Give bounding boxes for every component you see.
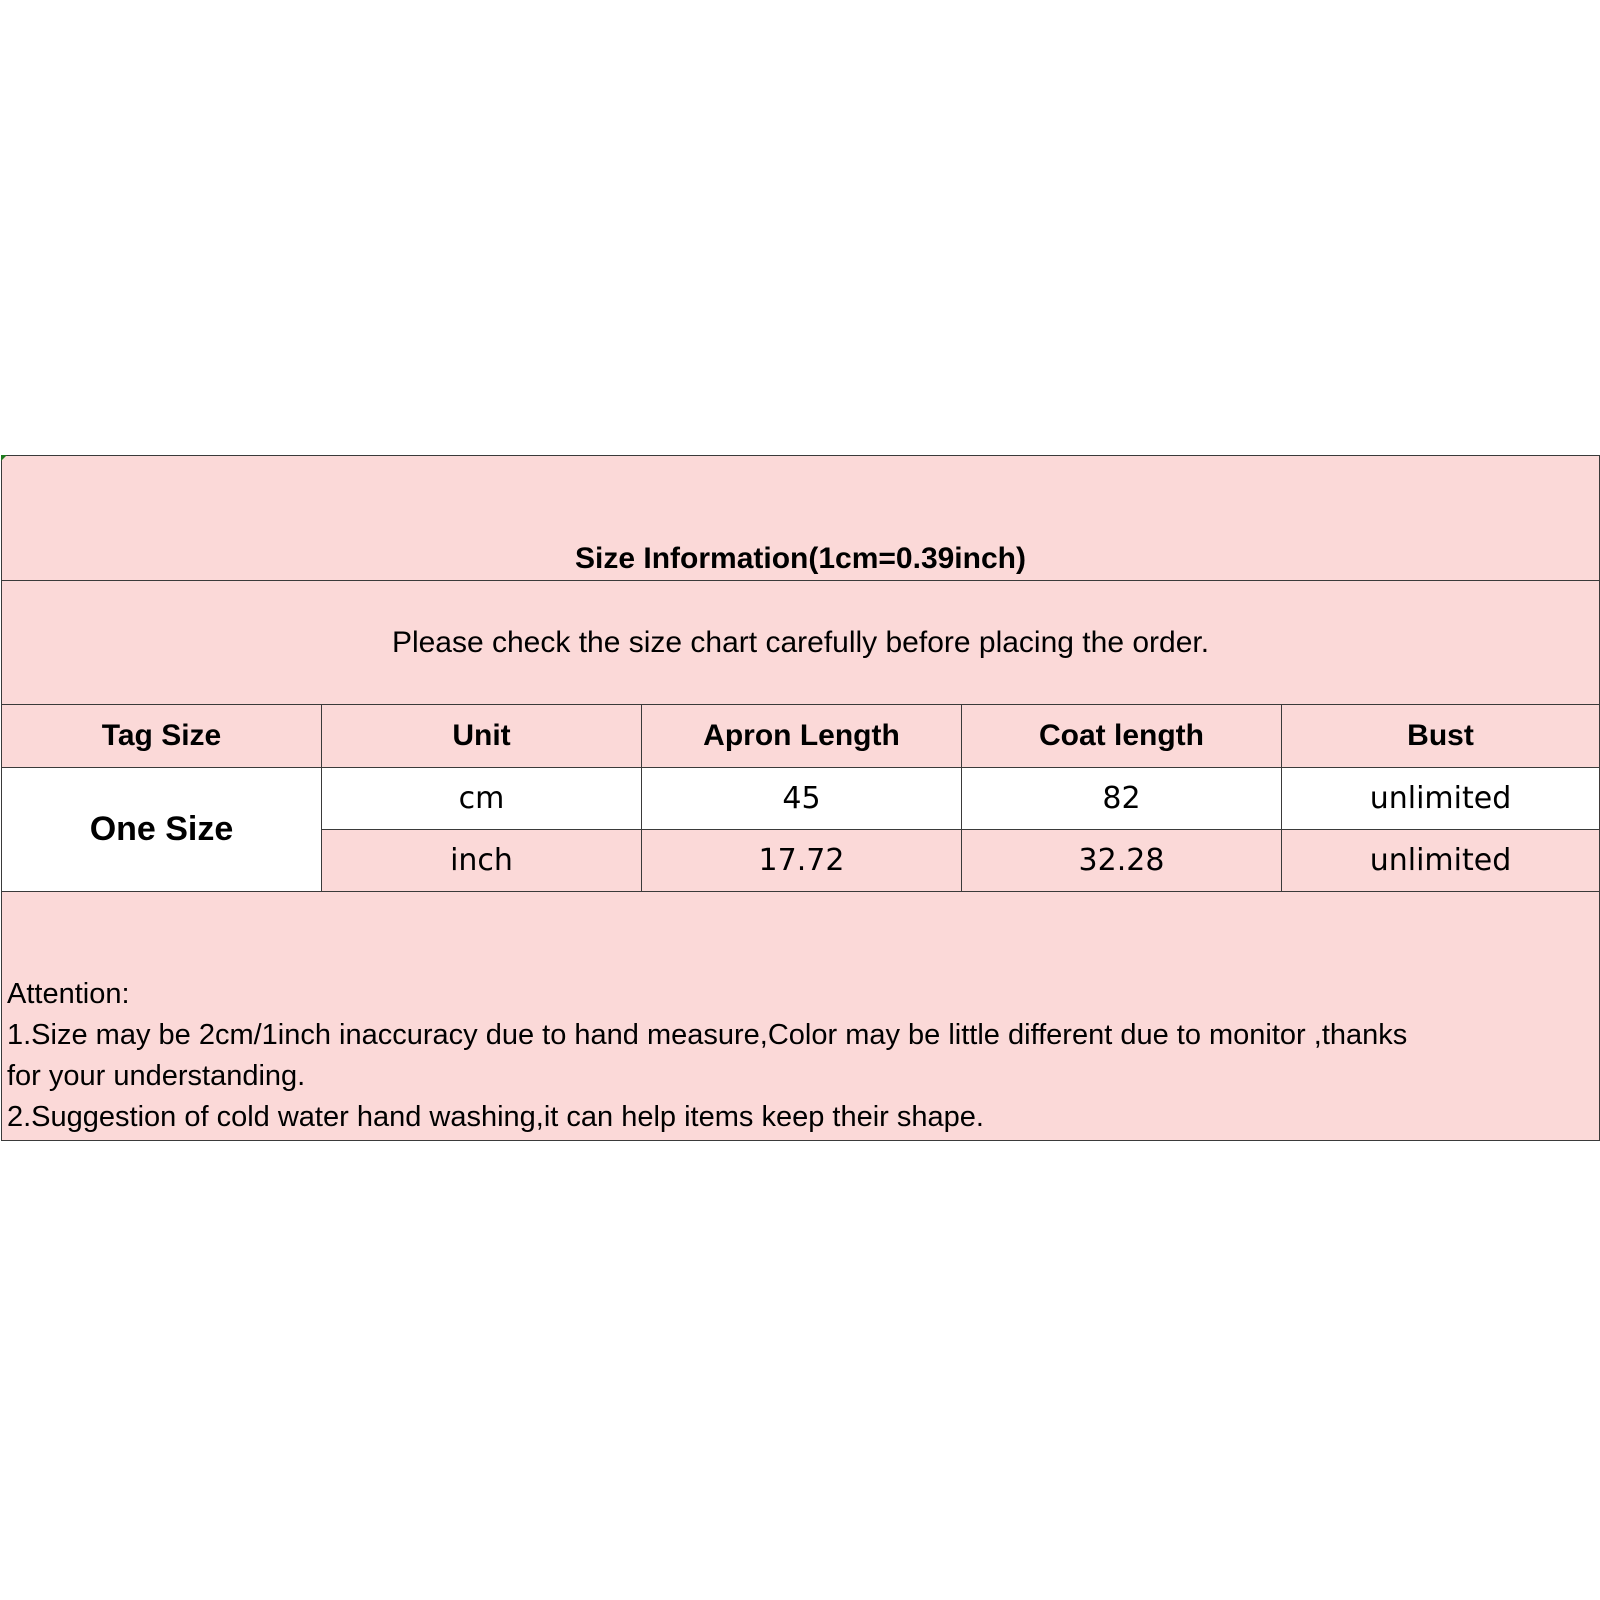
size-check-notice: Please check the size chart carefully before placing the order.	[391, 625, 1210, 659]
size-chart-sheet	[1, 455, 1599, 1145]
attention-cell	[2, 892, 1600, 1141]
apron-length-cell: 45	[642, 768, 962, 830]
apron-length-cell: 17.72	[642, 830, 962, 892]
coat-length-cell: 82	[962, 768, 1282, 830]
unit-cell: inch	[322, 830, 642, 892]
unit-cell: cm	[322, 768, 642, 830]
notice-cell	[2, 581, 1600, 705]
attention-row	[2, 892, 1600, 1141]
header-unit: Unit	[322, 705, 642, 768]
bust-cell: unlimited	[1282, 768, 1600, 830]
table-row	[2, 768, 1600, 830]
attention-heading: Attention:	[7, 978, 130, 1010]
header-apron-length: Apron Length	[642, 705, 962, 768]
header-bust: Bust	[1282, 705, 1600, 768]
header-coat-length: Coat length	[962, 705, 1282, 768]
title-cell	[2, 456, 1600, 581]
tag-size-cell	[2, 768, 322, 892]
attention-note-1-line-1: 1.Size may be 2cm/1inch inaccuracy due to hand measure,Color may be little different due to monitor ,thanks	[7, 1019, 1408, 1051]
size-information-title: Size Information(1cm=0.39inch)	[575, 542, 1026, 575]
size-chart-table	[1, 455, 1600, 1141]
cell-corner-marker	[1, 455, 7, 461]
bust-cell: unlimited	[1282, 830, 1600, 892]
attention-notes	[2, 974, 1599, 1140]
title-row	[2, 456, 1600, 581]
tag-size-value: One Size	[89, 810, 234, 848]
header-tag-size: Tag Size	[2, 705, 322, 768]
header-row	[2, 705, 1600, 768]
attention-note-1-line-2: for your understanding.	[7, 1060, 306, 1092]
coat-length-cell: 32.28	[962, 830, 1282, 892]
attention-note-2: 2.Suggestion of cold water hand washing,it can help items keep their shape.	[7, 1101, 984, 1133]
notice-row	[2, 581, 1600, 705]
